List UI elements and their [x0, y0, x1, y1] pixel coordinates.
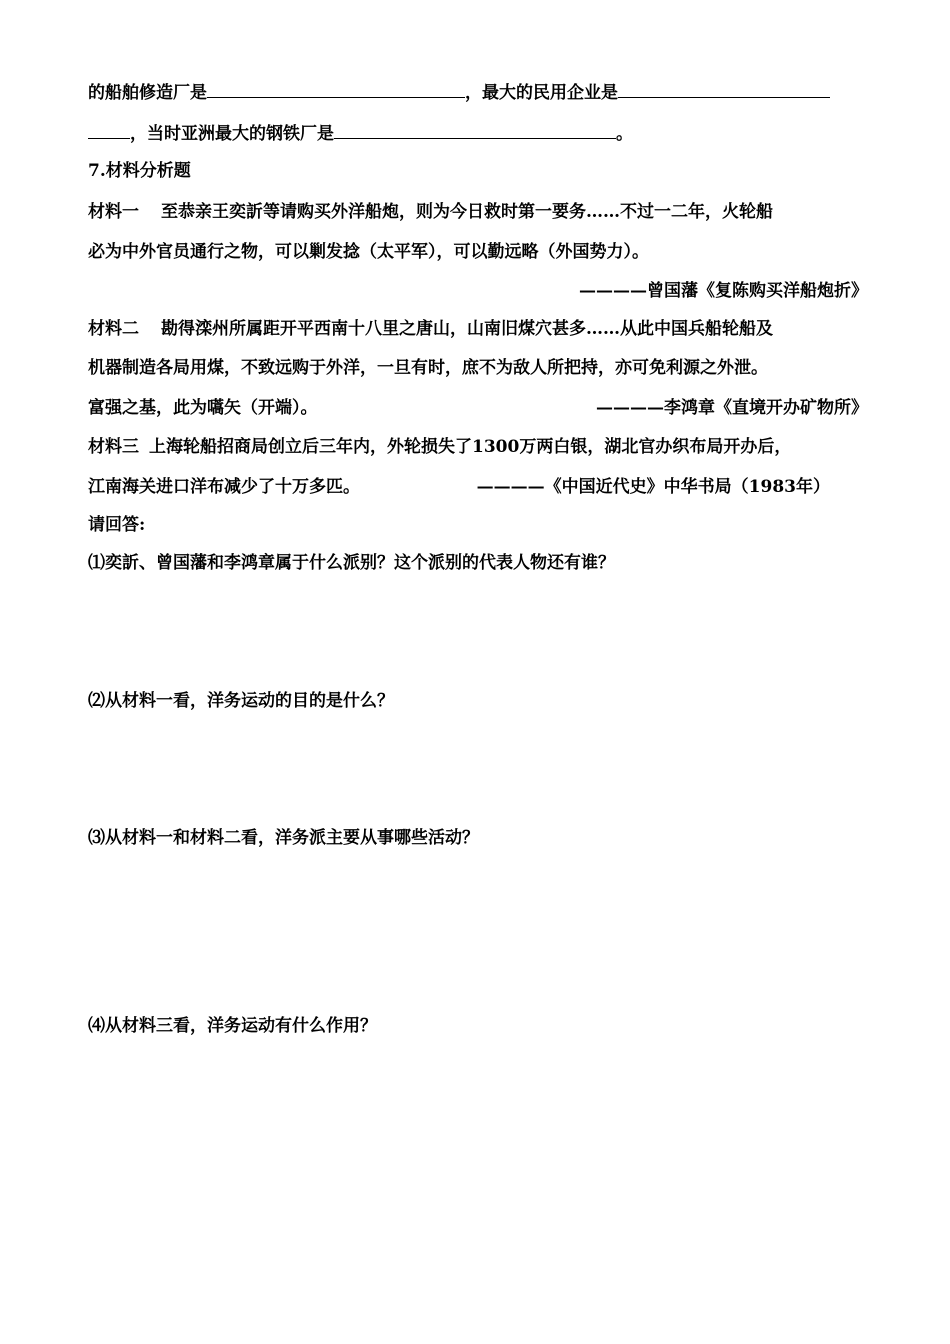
material-1-line-2: 必为中外官员通行之物，可以剿发捻（太平军），可以勤远略（外国势力）。	[88, 242, 649, 262]
material-2-source: ————李鸿章《直境开办矿物所》	[596, 398, 868, 418]
sub-question-2: ⑵从材料一看，洋务运动的目的是什么？	[88, 691, 394, 711]
civil-enterprise-blank-cont[interactable]	[88, 121, 130, 139]
q7-heading: 7.材料分析题	[88, 161, 191, 181]
material-3-text-1: 上海轮船招商局创立后三年内，外轮损失了1300万两白银，湖北官办织布局开办后，	[149, 437, 792, 457]
document-page	[88, 0, 878, 1344]
q6-text-end: 。	[616, 124, 633, 144]
q6-line-2	[88, 121, 633, 145]
shipyard-blank[interactable]	[207, 80, 465, 98]
sub-question-1: ⑴奕訢、曾国藩和李鸿章属于什么派别？这个派别的代表人物还有谁？	[88, 553, 615, 573]
material-3-source: ————《中国近代史》中华书局（1983年）	[476, 477, 830, 497]
material-3-line-1	[88, 436, 791, 458]
material-3-line-2: 江南海关进口洋布减少了十万多匹。	[88, 477, 360, 497]
steelworks-blank[interactable]	[334, 121, 616, 139]
material-3-label: 材料三	[88, 437, 139, 457]
material-1-label: 材料一	[88, 202, 139, 222]
material-2-line-2: 机器制造各局用煤，不致远购于外洋，一旦有时，庶不为敌人所把持，亦可免利源之外泄。	[88, 358, 768, 378]
material-1-text-1: 至恭亲王奕訢等请购买外洋船炮，则为今日救时第一要务……不过一二年，火轮船	[161, 202, 773, 222]
civil-enterprise-blank[interactable]	[618, 80, 830, 98]
material-2-line-3: 富强之基，此为嚆矢（开端）。	[88, 398, 318, 418]
material-2-text-1: 勘得滦州所属距开平西南十八里之唐山，山南旧煤穴甚多……从此中国兵船轮船及	[161, 319, 773, 339]
answer-prompt: 请回答:	[88, 515, 146, 535]
q6-text-steelworks: ，当时亚洲最大的钢铁厂是	[130, 124, 334, 144]
q6-line-1	[88, 80, 830, 104]
sub-question-4: ⑷从材料三看，洋务运动有什么作用？	[88, 1016, 377, 1036]
sub-question-3: ⑶从材料一和材料二看，洋务派主要从事哪些活动？	[88, 828, 479, 848]
material-1-source: ————曾国藩《复陈购买洋船炮折》	[579, 281, 868, 301]
material-2-label: 材料二	[88, 319, 139, 339]
material-1-line-1	[88, 201, 773, 223]
material-2-line-1	[88, 318, 773, 340]
q6-text-civil-enterprise: ，最大的民用企业是	[465, 83, 618, 103]
q6-text-shipyard: 的船舶修造厂是	[88, 83, 207, 103]
